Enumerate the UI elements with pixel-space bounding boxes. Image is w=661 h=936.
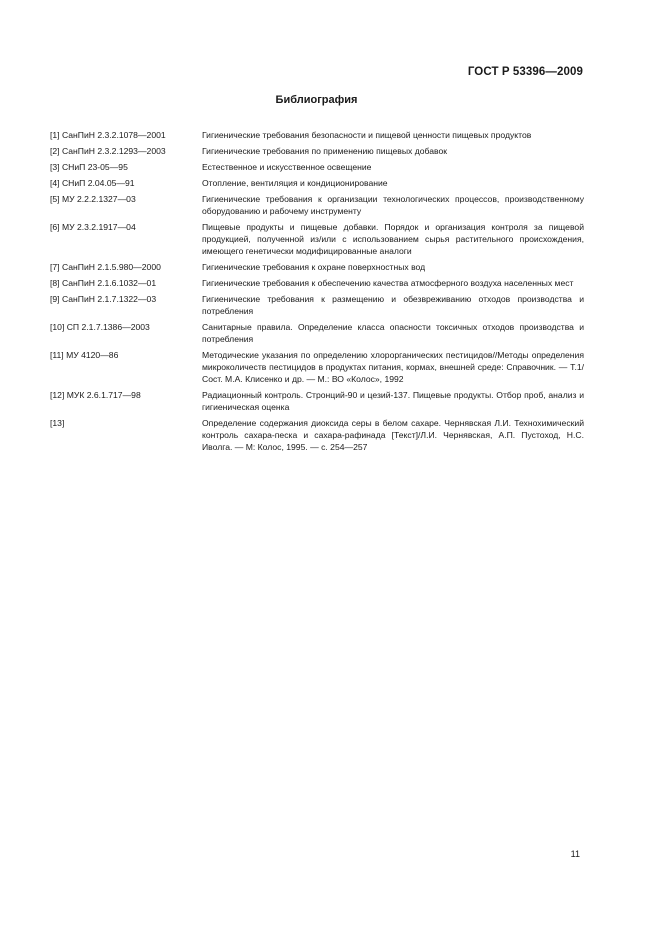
bibliography-description: Гигиенические требования безопасности и пищевой ценности пищевых продуктов (202, 130, 532, 140)
bibliography-entry (50, 193, 584, 217)
bibliography-entry (50, 261, 584, 273)
bibliography-reference: [5] МУ 2.2.2.1327—03 (50, 194, 136, 204)
bibliography-description: Радиационный контроль. Стронций-90 и цезий-137. Пищевые продукты. Отбор проб, анализ и гигиеническая оценка (202, 390, 584, 412)
bibliography-description: Отопление, вентиляция и кондиционирование (202, 178, 388, 188)
bibliography-reference: [9] СанПиН 2.1.7.1322—03 (50, 294, 157, 304)
bibliography-description: Гигиенические требования к организации технологических процессов, производственному оборудованию и рабочему инструменту (202, 194, 584, 216)
bibliography-reference: [4] СНиП 2.04.05—91 (50, 178, 135, 188)
bibliography-reference: [7] СанПиН 2.1.5.980—2000 (50, 262, 161, 272)
page-number: 11 (570, 849, 580, 859)
bibliography-entry (50, 417, 584, 453)
bibliography-reference: [1] СанПиН 2.3.2.1078—2001 (50, 130, 166, 140)
bibliography-reference: [11] МУ 4120—86 (50, 350, 119, 360)
bibliography-reference: [13] (50, 418, 65, 428)
bibliography-entry (50, 389, 584, 413)
standard-code: ГОСТ Р 53396—2009 (467, 66, 583, 78)
bibliography-entry (50, 293, 584, 317)
bibliography-description: Санитарные правила. Определение класса опасности токсичных отходов производства и потребления (202, 322, 584, 344)
bibliography-reference: [2] СанПиН 2.3.2.1293—2003 (50, 146, 166, 156)
bibliography-description: Гигиенические требования к обеспечению качества атмосферного воздуха населенных мест (202, 278, 574, 288)
bibliography-description: Гигиенические требования к размещению и обезвреживанию отходов производства и потребления (202, 294, 584, 316)
bibliography-reference: [8] СанПиН 2.1.6.1032—01 (50, 278, 157, 288)
bibliography-description: Пищевые продукты и пищевые добавки. Порядок и организация контроля за пищевой продукцией, полученной из/или с использованием сырья растительного происхождения, имеющего генетически модифицированные аналоги (202, 222, 584, 256)
bibliography-reference: [12] МУК 2.6.1.717—98 (50, 390, 141, 400)
bibliography-entry (50, 221, 584, 257)
bibliography-reference: [6] МУ 2.3.2.1917—04 (50, 222, 136, 232)
bibliography-reference: [3] СНиП 23-05—95 (50, 162, 128, 172)
bibliography-entry (50, 349, 584, 385)
bibliography-description: Методические указания по определению хлорорганических пестицидов//Методы определения микроколичеств пестицидов в продуктах питания, кормах, внешней среде: Справочник. — Т.1/Сост. М.А. Клисенко и др. — М.: ВО «Колос», 1992 (202, 350, 584, 384)
bibliography-entry (50, 129, 584, 141)
bibliography-description: Естественное и искусственное освещение (202, 162, 372, 172)
bibliography-entry (50, 321, 584, 345)
bibliography-entry (50, 277, 584, 289)
bibliography-description: Гигиенические требования к охране поверхностных вод (202, 262, 426, 272)
bibliography-reference: [10] СП 2.1.7.1386—2003 (50, 322, 150, 332)
bibliography-entry (50, 177, 584, 189)
bibliography-description: Определение содержания диоксида серы в белом сахаре. Чернявская Л.И. Технохимический контроль сахара-песка и сахара-рафинада [Текст]/Л.И. Чернявская, А.П. Пустоход, Н.С. Иволга. — М: Колос, 1995. — с. 254—257 (202, 418, 584, 452)
page-title (0, 94, 661, 106)
bibliography-entry (50, 145, 584, 157)
title-text: Библиография (275, 94, 358, 106)
bibliography-entry (50, 161, 584, 173)
bibliography-description: Гигиенические требования по применению пищевых добавок (202, 146, 448, 156)
bibliography-list (50, 129, 584, 457)
